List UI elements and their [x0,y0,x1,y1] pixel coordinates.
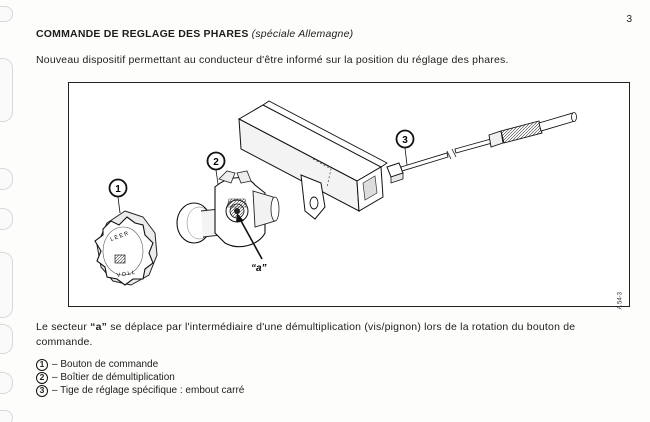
description-text-after: se déplace par l'intermédiaire d'une démultiplication (vis/pignon) lors de la rotation du bouton de commande. [36,321,576,348]
legend-list [36,358,244,397]
legend-item [36,358,244,371]
binder-hole [0,208,13,230]
knob-marking-voll: V O L L [116,269,136,279]
legend-text: – Boîtier de démultiplication [52,372,175,383]
technical-figure [68,82,630,310]
binder-hole [0,372,13,394]
description-sector-label: “a” [90,321,108,333]
binder-hole [0,58,13,122]
page-number: 3 [626,14,632,25]
binder-hole [0,410,13,422]
title-text: COMMANDE DE REGLAGE DES PHARES [36,28,249,40]
legend-number-badge: 2 [36,372,48,384]
figure-reference: A 54-3 [617,292,623,310]
binder-hole [0,168,13,190]
knob-marking-leer: L E E R [109,230,130,243]
title-subtitle: (spéciale Allemagne) [251,28,354,40]
intro-paragraph: Nouveau dispositif permettant au conducteur d'être informé sur la position du réglage des phares. [36,54,509,66]
legend-number-badge: 3 [36,385,48,397]
svg-text:2: 2 [213,157,219,168]
control-knob [95,211,157,285]
description-paragraph [36,320,632,350]
gear-housing [177,171,279,247]
svg-text:1: 1 [115,184,121,195]
legend-item [36,371,244,384]
description-text-before: Le secteur [36,321,91,333]
figure-drawing [69,83,628,305]
svg-text:3: 3 [402,135,408,146]
callout-1 [110,180,127,214]
legend-text: – Tige de réglage spécifique : embout carré [52,385,245,396]
legend-number-badge: 1 [36,359,48,371]
callout-3 [397,131,414,166]
binder-hole [0,6,13,22]
sector-a-label: “a” [251,263,267,274]
binder-hole [0,324,13,354]
binder-hole [0,252,13,318]
legend-item [36,384,244,397]
section-title [36,28,353,40]
legend-text: – Bouton de commande [52,359,159,370]
adjusting-rod [387,113,577,184]
